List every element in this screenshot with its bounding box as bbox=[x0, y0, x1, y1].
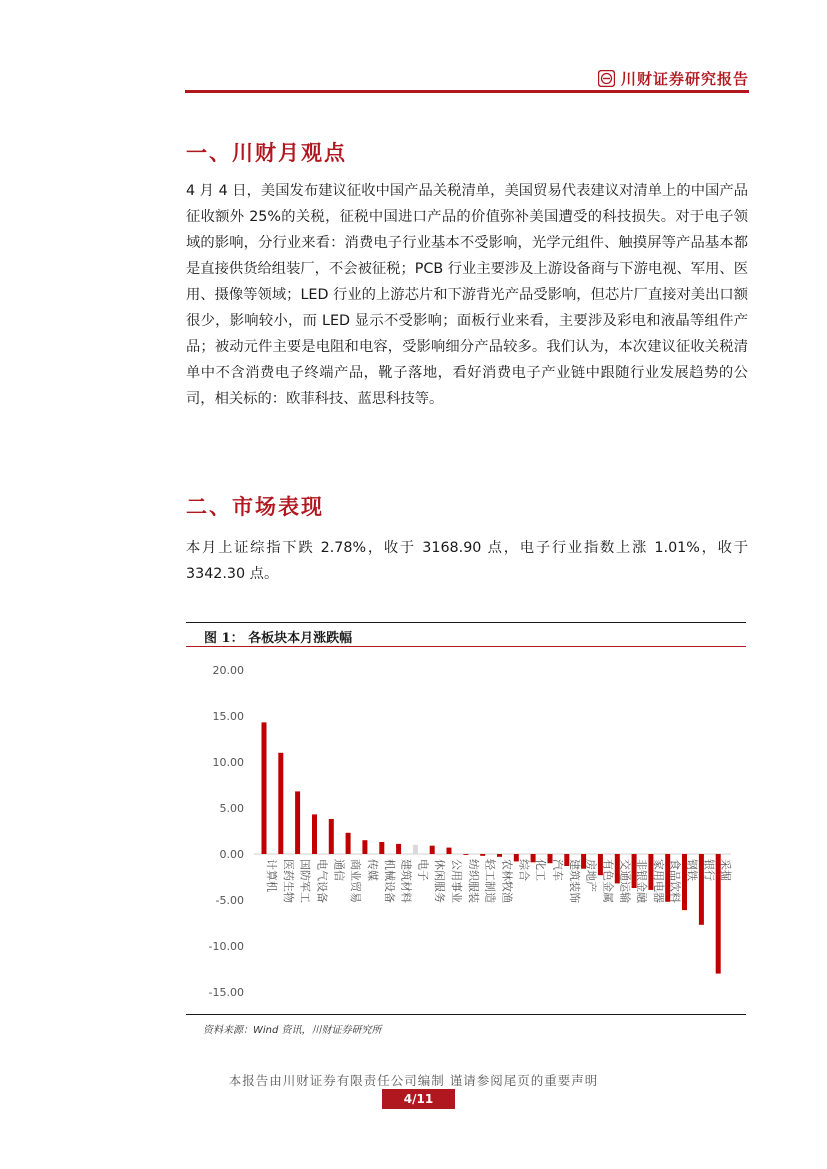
x-category-label: 机械设备 bbox=[382, 859, 396, 903]
x-category-label: 房地产 bbox=[584, 859, 598, 892]
report-header bbox=[185, 62, 749, 92]
y-tick-label: 20.00 bbox=[212, 664, 244, 677]
bar-2 bbox=[295, 791, 300, 854]
x-category-label: 汽车 bbox=[550, 859, 564, 881]
y-tick-label: -10.00 bbox=[208, 940, 244, 953]
y-tick-label: 15.00 bbox=[212, 710, 244, 723]
header-rule bbox=[185, 90, 749, 93]
section-title-market: 二、市场表现 bbox=[186, 494, 324, 519]
page-number: 4/11 bbox=[382, 1089, 455, 1109]
figure-source: 资料来源：Wind 资讯，川财证券研究所 bbox=[203, 1025, 382, 1036]
bar-11 bbox=[447, 848, 452, 854]
y-tick-label: 10.00 bbox=[212, 756, 244, 769]
x-category-label: 农林牧渔 bbox=[500, 859, 514, 903]
brand bbox=[598, 68, 749, 89]
y-tick-label: -5.00 bbox=[215, 894, 244, 907]
x-category-label: 银行 bbox=[702, 859, 716, 881]
x-category-label: 建筑材料 bbox=[399, 859, 413, 903]
x-category-label: 食品饮料 bbox=[668, 859, 682, 903]
bar-10 bbox=[430, 846, 435, 854]
sector-change-chart bbox=[186, 650, 746, 1012]
brand-name: 川财证券研究报告 bbox=[620, 70, 749, 88]
footer-disclaimer: 本报告由川财证券有限责任公司编制 谨请参阅尾页的重要声明 bbox=[228, 1073, 599, 1088]
x-category-label: 纺织服装 bbox=[466, 859, 480, 903]
bar-4 bbox=[329, 819, 334, 854]
x-category-label: 建筑装饰 bbox=[567, 859, 581, 903]
viewpoint-paragraph: 4 月 4 日，美国发布建议征收中国产品关税清单，美国贸易代表建议对清单上的中国产品征收额外 25%的关税，征税中国进口产品的价值弥补美国遭受的科技损失。对于电子领域的影响，分行业来看：消费电子行业基本不受影响，光学元组件、触摸屏等产品基本都是直接供货给组装厂，不会被征税；PCB 行业主要涉及上游设备商与下游电视、军用、医用、摄像等领域；LED 行业的上游芯片和下游背光产品受影响，但芯片厂直接对美出口额很少，影响较小，而 LED 显示不受影响；面板行业来看，主要涉及彩电和液晶等组件产品；被动元件主要是电阻和电容，受影响细分产品较多。我们认为，本次建议征收关税清单中不含消费电子终端产品，靴子落地，看好消费电子产业链中跟随行业发展趋势的公司，相关标的：欧菲科技、蓝思科技等。 bbox=[186, 183, 748, 407]
figure-title: 图 1： 各板块本月涨跌幅 bbox=[204, 631, 353, 646]
x-category-label: 通信 bbox=[332, 859, 346, 881]
x-category-label: 商业贸易 bbox=[349, 859, 363, 903]
x-category-label: 家用电器 bbox=[651, 859, 665, 903]
figure-bottom-rule bbox=[186, 1014, 746, 1015]
x-category-label: 钢铁 bbox=[685, 859, 699, 881]
x-category-label: 公用事业 bbox=[450, 859, 464, 903]
bar-12 bbox=[463, 854, 468, 855]
y-tick-label: 5.00 bbox=[219, 802, 244, 815]
y-tick-label: -15.00 bbox=[208, 986, 244, 999]
x-category-label: 电子 bbox=[416, 859, 430, 881]
x-category-label: 化工 bbox=[534, 859, 548, 881]
bar-3 bbox=[312, 814, 317, 854]
x-category-label: 传媒 bbox=[365, 859, 379, 881]
x-category-label: 休闲服务 bbox=[433, 859, 447, 903]
x-category-label: 综合 bbox=[517, 859, 531, 881]
x-category-label: 轻工制造 bbox=[483, 859, 497, 903]
figure-title-rule bbox=[186, 646, 746, 647]
bar-13 bbox=[480, 854, 485, 856]
x-category-label: 国防军工 bbox=[298, 859, 312, 903]
x-category-label: 采掘 bbox=[719, 859, 733, 881]
x-category-label: 交通运输 bbox=[618, 859, 632, 903]
x-category-label: 医药生物 bbox=[281, 859, 295, 903]
bar-0 bbox=[262, 722, 267, 854]
y-tick-label: 0.00 bbox=[219, 848, 244, 861]
bar-8 bbox=[396, 844, 401, 854]
x-category-label: 非银金融 bbox=[635, 859, 649, 903]
bar-5 bbox=[346, 833, 351, 854]
brand-logo-icon bbox=[598, 70, 615, 87]
x-category-label: 计算机 bbox=[265, 859, 278, 892]
bar-9 bbox=[413, 845, 418, 854]
figure-top-rule bbox=[186, 622, 746, 623]
x-category-label: 电气设备 bbox=[315, 859, 329, 903]
market-paragraph: 本月上证综指下跌 2.78%，收于 3168.90 点，电子行业指数上涨 1.01%，收于 3342.30 点。 bbox=[186, 540, 748, 582]
bar-6 bbox=[362, 840, 367, 854]
bar-14 bbox=[497, 854, 502, 857]
bar-7 bbox=[379, 842, 384, 854]
section-title-viewpoint: 一、川财月观点 bbox=[186, 140, 347, 165]
x-category-label: 有色金属 bbox=[601, 859, 615, 903]
bar-1 bbox=[278, 753, 283, 854]
